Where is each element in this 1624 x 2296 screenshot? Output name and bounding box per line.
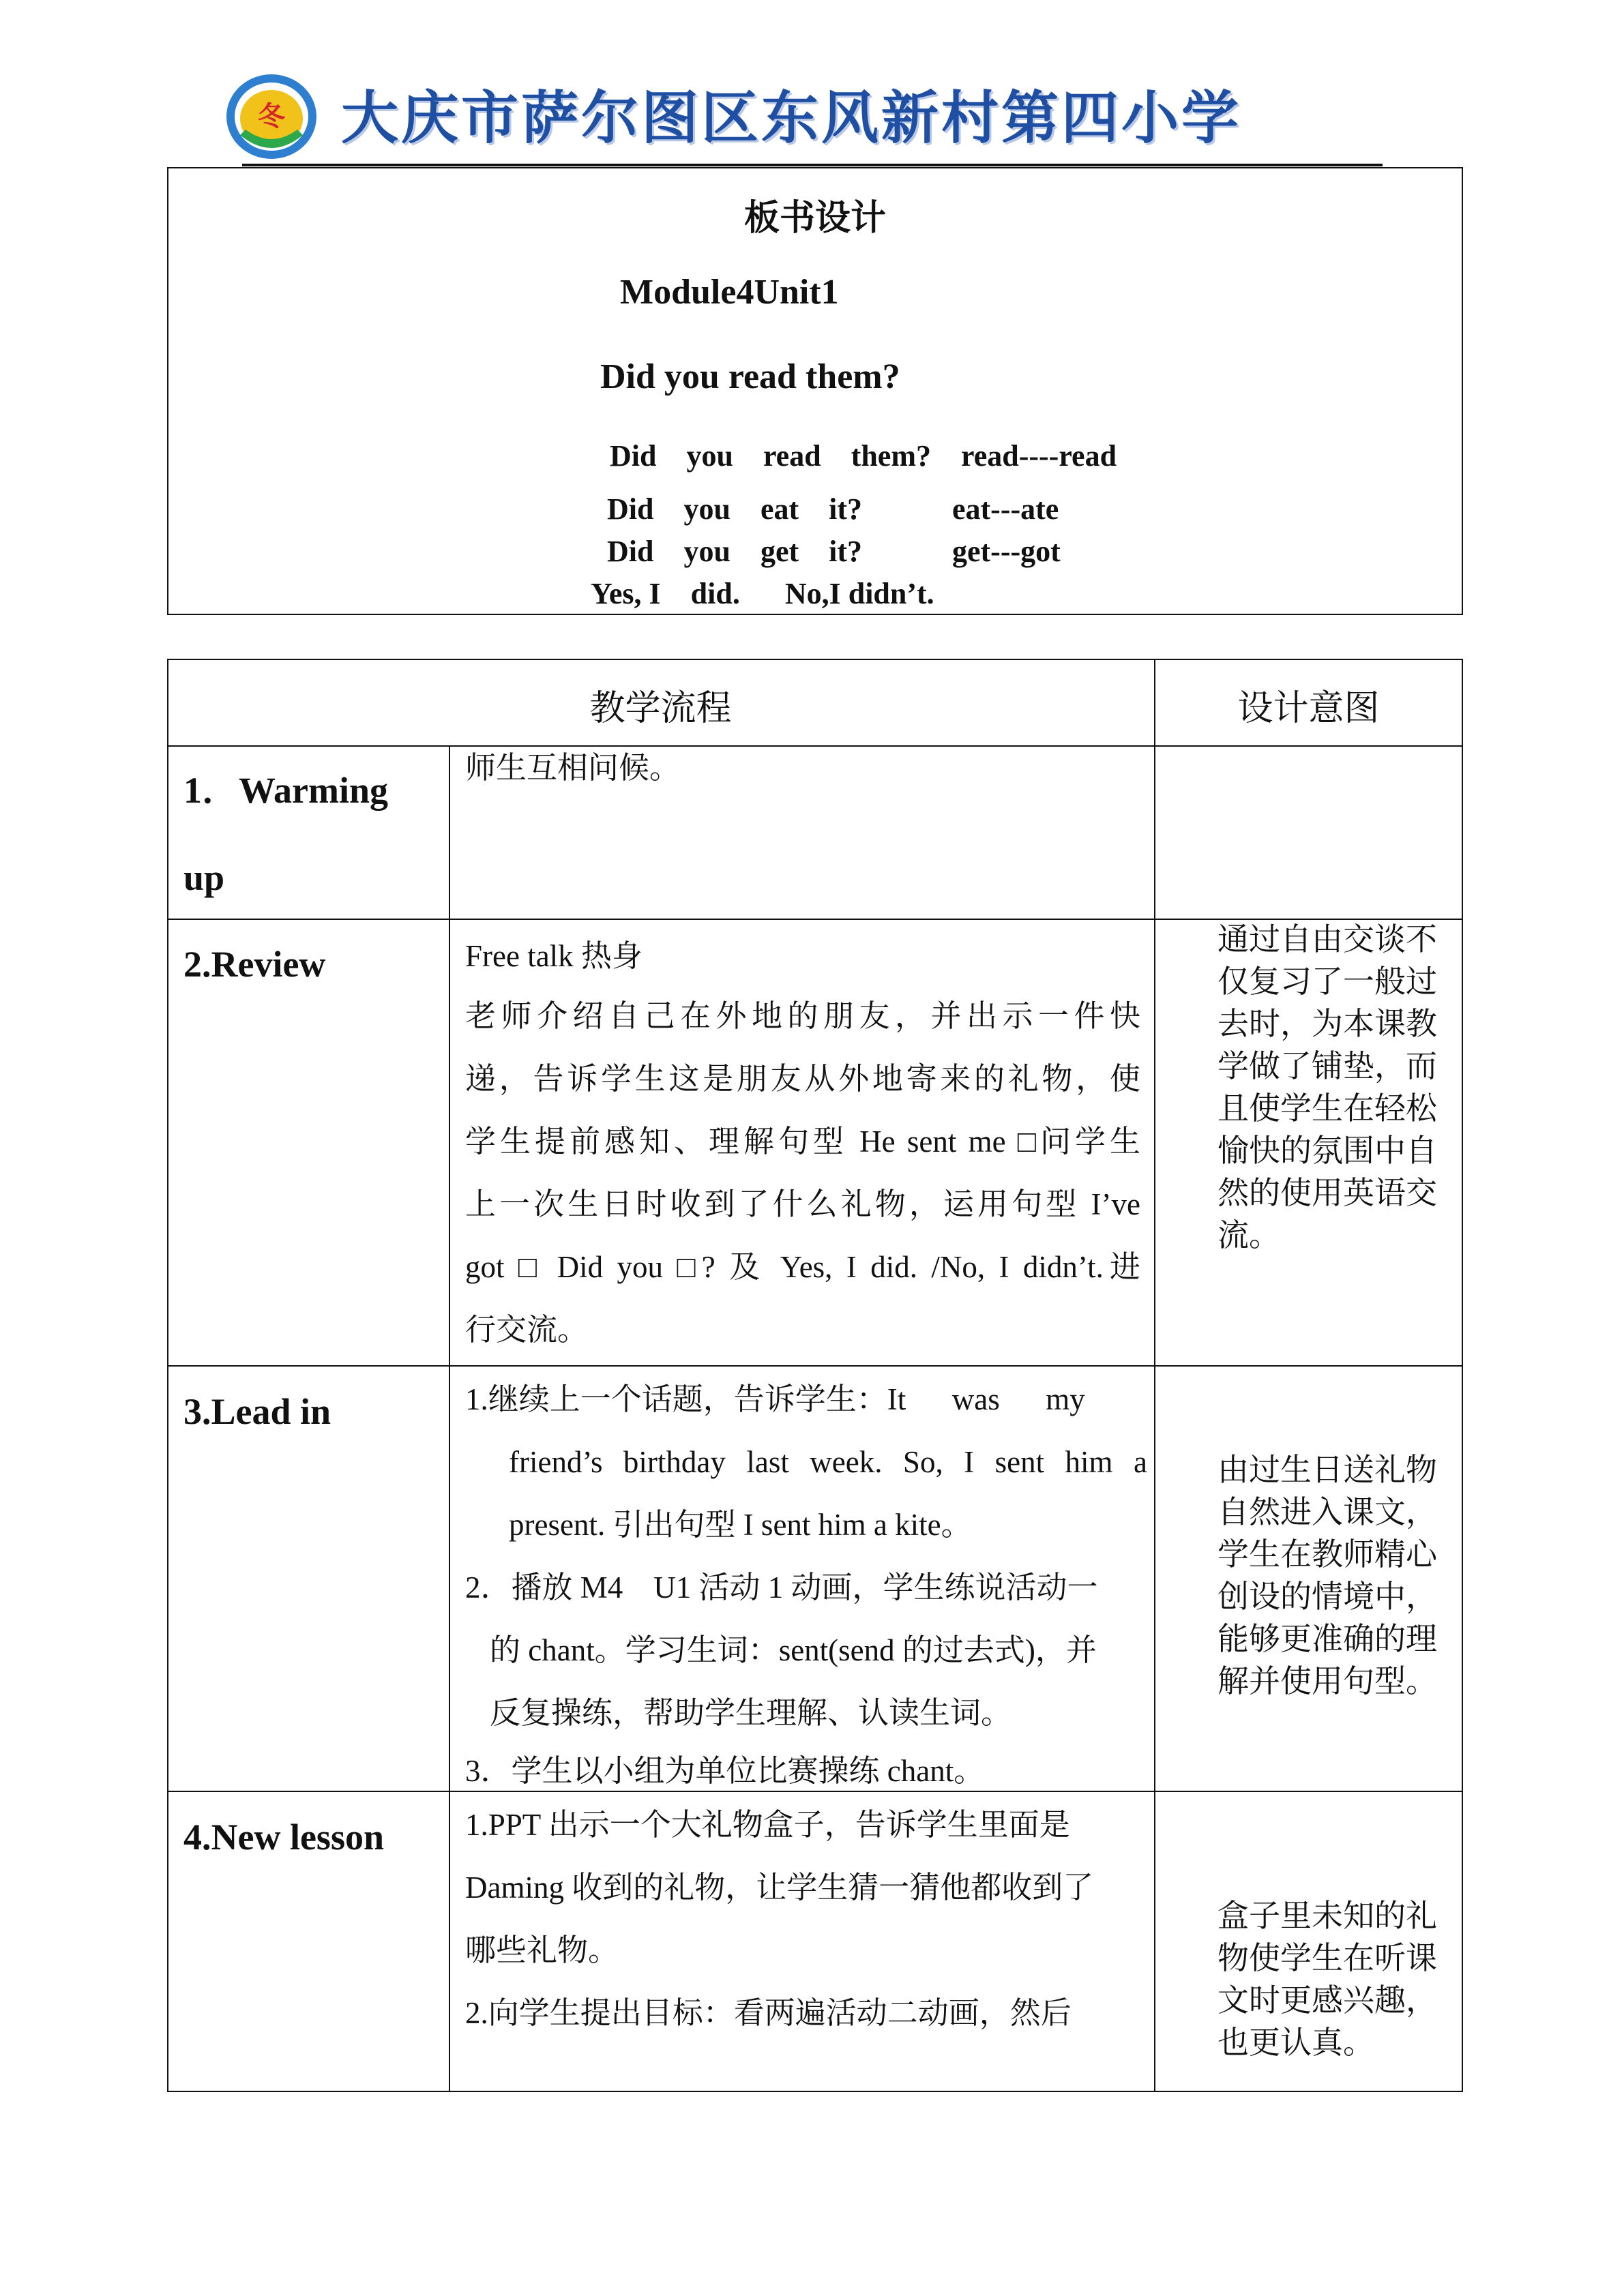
step-content: Free talk 热身 老师介绍自己在外地的朋友，并出示一件快 递，告诉学生这是朋友从外地寄来的礼物，使 学生提前感知、理解句型 He sent me □问学生 上一次生日时收到了什么礼物，运用句型 I’ve got □ Did you □? 及 Yes, I did. /No, I didn’t.进 行交流。: [465, 939, 1140, 1347]
teaching-process-table: [167, 659, 1463, 2092]
board-line: Did you get it? get---got: [607, 535, 1061, 568]
table-row: [167, 747, 449, 919]
design-intent: 由过生日送礼物自然进入课文，学生在教师精心创设的情境中，能够更准确的理解并使用句型。: [1217, 1451, 1437, 1699]
step-content: 1.继续上一个话题，告诉学生：It was my friend’s birthday last week. So, I sent him a present. 引出句型 I sent him a kite。 2．播放 M4 U1 活动 1 动画，学生练说活动一 的 chant。学习生词：sent(send 的过去式)，并 反复操练，帮助学生理解、认读生词。 3．学生以小组为单位比赛操练 chant。: [465, 1382, 1147, 1788]
board-design-title: 板书设计: [743, 198, 886, 239]
svg-text:冬: 冬: [258, 101, 285, 132]
school-emblem-icon: [224, 72, 319, 161]
board-lesson-subtitle: Did you read them?: [600, 357, 900, 396]
board-line: Did you eat it? eat---ate: [607, 492, 1059, 526]
step-label: up: [183, 857, 225, 898]
board-line: Did you read them? read----read: [610, 439, 1117, 473]
step-label: 1．Warming: [183, 770, 389, 811]
step-content: 师生互相问候。: [465, 751, 681, 785]
board-module-title: Module4Unit1: [620, 273, 839, 312]
school-name: 大庆市萨尔图区东风新村第四小学: [341, 85, 1242, 151]
header-divider: [242, 164, 1383, 166]
step-label: 4.New lesson: [183, 1817, 384, 1858]
board-line: Yes, I did. No,I didn’t.: [591, 577, 934, 610]
design-intent: 通过自由交谈不仅复习了一般过去时，为本课教学做了铺垫，而且使学生在轻松愉快的氛围中自然的使用英语交流。: [1217, 921, 1437, 1253]
header-process: 教学流程: [589, 688, 732, 729]
design-intent: 盒子里未知的礼物使学生在听课文时更感兴趣，也更认真。: [1217, 1897, 1437, 2061]
board-design-box: [167, 167, 1463, 615]
step-label: 3.Lead in: [183, 1391, 331, 1432]
step-content: 1.PPT 出示一个大礼物盒子，告诉学生里面是 Daming 收到的礼物，让学生猜一猜他都收到了 哪些礼物。 2.向学生提出目标：看两遍活动二动画，然后: [465, 1808, 1094, 2030]
header-intent: 设计意图: [1237, 688, 1380, 729]
step-label: 2.Review: [183, 944, 326, 985]
